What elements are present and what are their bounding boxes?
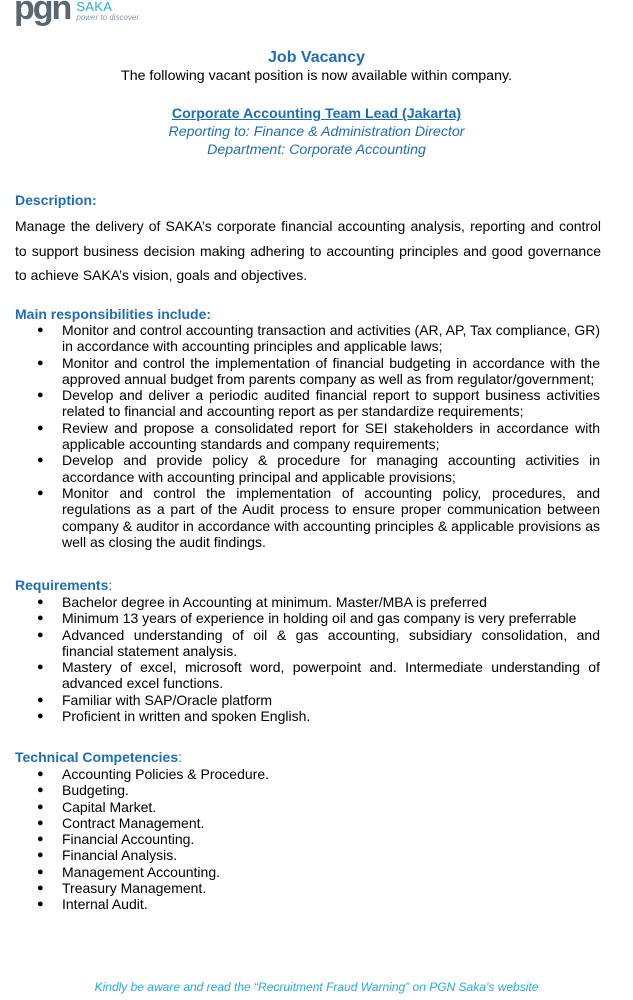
responsibilities-heading: Main responsibilities include: <box>15 306 212 322</box>
requirements-heading-text: Requirements <box>15 577 109 593</box>
list-item <box>0 387 600 420</box>
bullet-icon: ● <box>37 710 44 723</box>
list-item <box>0 659 600 692</box>
list-item <box>0 831 600 847</box>
list-item-text: Advanced understanding of oil & gas accounting, subsidiary consolidation, and financial statement analysis. <box>62 626 600 659</box>
bullet-icon: ● <box>37 768 44 780</box>
list-item <box>0 815 600 831</box>
list-item-text: Financial Analysis. <box>62 847 178 864</box>
fraud-warning-footer: Kindly be aware and read the “Recruitment Fraud Warning” on PGN Saka’s website <box>94 980 539 994</box>
list-item-text: Contract Management. <box>62 814 205 831</box>
page-subtitle: The following vacant position is now available within company. <box>121 68 512 84</box>
list-item-text: Bachelor degree in Accounting at minimum. Master/MBA is preferred <box>62 594 487 610</box>
description-heading: Description: <box>15 192 97 208</box>
list-item <box>0 782 600 798</box>
list-item-text: Capital Market. <box>62 798 157 815</box>
bullet-icon: ● <box>37 421 44 434</box>
list-item-text: Management Accounting. <box>62 863 220 880</box>
list-item-text: Develop and provide policy & procedure for managing accounting activities in accordance with accounting principal and applicable provisions; <box>62 452 600 485</box>
list-item-text: Internal Audit. <box>62 896 148 913</box>
competencies-heading-colon: : <box>178 749 183 765</box>
logo-text <box>76 0 139 23</box>
list-item <box>0 799 600 815</box>
bullet-icon: ● <box>37 628 44 641</box>
list-item-text: Minimum 13 years of experience in holding oil and gas company is very preferrable <box>62 610 577 627</box>
list-item <box>0 452 600 485</box>
list-item-text: Mastery of excel, microsoft word, powerpoint and. Intermediate understanding of advanced excel functions. <box>62 659 600 692</box>
list-item <box>0 610 600 626</box>
logo-name: SAKA <box>76 0 113 14</box>
requirements-heading-colon: : <box>108 577 113 593</box>
list-item-text: Familiar with SAP/Oracle platform <box>62 691 273 708</box>
competencies-heading <box>15 749 182 765</box>
company-logo <box>14 0 139 32</box>
competencies-heading-text: Technical Competencies <box>15 749 179 765</box>
bullet-icon: ● <box>37 784 44 797</box>
list-item-text: Accounting Policies & Procedure. <box>62 766 269 782</box>
bullet-icon: ● <box>37 389 44 402</box>
list-item <box>0 766 600 782</box>
bullet-icon: ● <box>37 661 44 674</box>
page-title: Job Vacancy <box>268 49 365 66</box>
bullet-icon: ● <box>37 596 44 608</box>
logo-tagline: power to discover <box>76 13 140 22</box>
list-item-text: Develop and deliver a periodic audited financial report to support business activities related to financial and accounting report as per standardize requirements; <box>62 387 600 420</box>
bullet-icon: ● <box>37 849 44 862</box>
bullet-icon: ● <box>37 356 44 369</box>
list-item-text: Treasury Management. <box>62 880 207 897</box>
bullet-icon: ● <box>37 800 44 813</box>
requirements-heading <box>15 577 112 593</box>
department-line: Department: Corporate Accounting <box>207 142 426 158</box>
list-item-text: Budgeting. <box>62 782 129 799</box>
requirements-list <box>0 594 600 724</box>
bullet-icon: ● <box>37 865 44 878</box>
reporting-line: Reporting to: Finance & Administration Director <box>168 124 465 140</box>
bullet-icon: ● <box>37 833 44 846</box>
list-item <box>0 864 600 880</box>
bullet-icon: ● <box>37 882 44 895</box>
bullet-icon: ● <box>37 898 44 911</box>
list-item <box>0 708 600 724</box>
bullet-icon: ● <box>37 486 44 499</box>
list-item <box>0 627 600 660</box>
list-item-text: Monitor and control the implementation of financial budgeting in accordance with the approved annual budget from parents company as well as from regulator/government; <box>62 354 600 387</box>
bullet-icon: ● <box>37 454 44 467</box>
list-item <box>0 847 600 863</box>
list-item-text: Monitor and control accounting transaction and activities (AR, AP, Tax compliance, GR) in accordance with accounting principles and applicable laws; <box>62 322 600 355</box>
description-text: Manage the delivery of SAKA’s corporate financial accounting analysis, reporting and control to support business decision making adhering to accounting principles and good governance to achieve SAKA’s vision, goals and objectives. <box>15 218 601 283</box>
responsibilities-list <box>0 322 600 550</box>
logo-mark: pgn <box>14 0 71 27</box>
list-item <box>0 896 600 912</box>
list-item <box>0 355 600 388</box>
list-item-text: Review and propose a consolidated report for SEI stakeholders in accordance with applicable accounting standards and company requirements; <box>62 419 600 453</box>
list-item-text: Proficient in written and spoken English. <box>62 708 311 725</box>
bullet-icon: ● <box>37 612 44 625</box>
list-item <box>0 420 600 453</box>
competencies-list <box>0 766 600 913</box>
bullet-icon: ● <box>37 693 44 706</box>
list-item <box>0 692 600 708</box>
job-role-title: Corporate Accounting Team Lead (Jakarta) <box>171 106 462 122</box>
bullet-icon: ● <box>37 816 44 829</box>
list-item <box>0 594 600 610</box>
bullet-icon: ● <box>37 324 44 336</box>
list-item-text: Financial Accounting. <box>62 831 195 848</box>
list-item <box>0 322 600 355</box>
list-item-text: Monitor and control the implementation of accounting policy, procedures, and regulations as a part of the Audit process to ensure proper communication between company & auditor in accordance with accounting principles & applicable provisions as well as closing the audit findings. <box>62 484 600 550</box>
list-item <box>0 880 600 896</box>
list-item <box>0 485 600 550</box>
